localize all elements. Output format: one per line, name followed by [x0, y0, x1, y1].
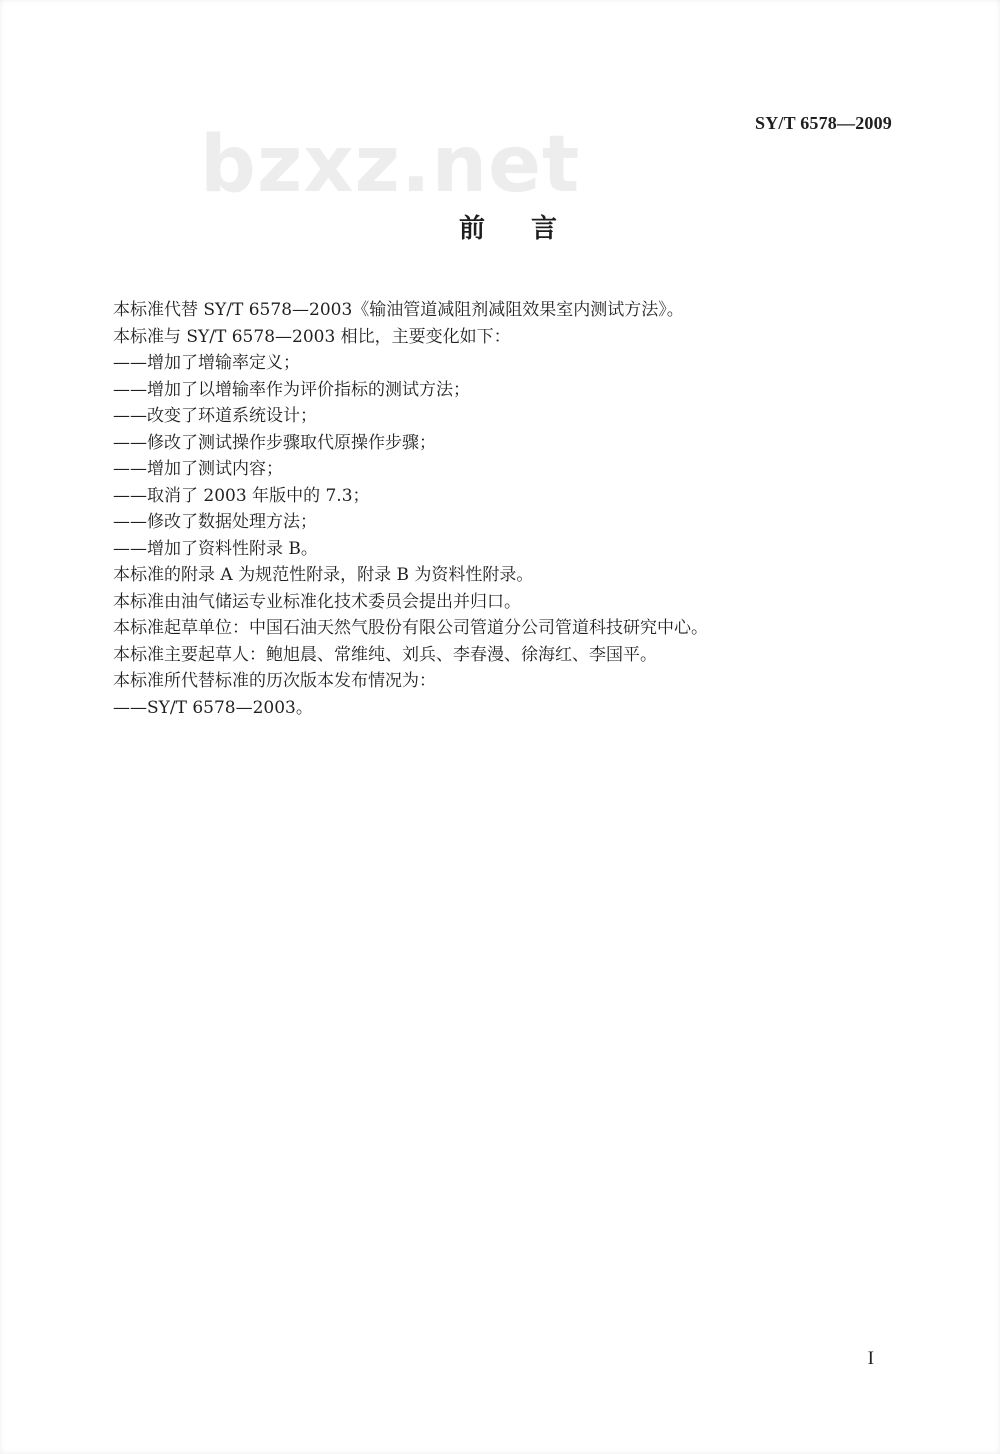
list-item: ——修改了数据处理方法； — [113, 512, 317, 532]
page-number: I — [867, 1348, 874, 1369]
list-item: ——修改了测试操作步骤取代原操作步骤； — [113, 432, 436, 453]
text-line: 本标准与 SY/T 6578—2003 相比，主要变化如下： — [113, 326, 511, 347]
list-item: ——增加了资料性附录 B。 — [113, 538, 318, 559]
list-item: ——取消了 2003 年版中的 7.3； — [113, 485, 370, 506]
list-item: ——改变了环道系统设计； — [113, 406, 317, 426]
text-line: 本标准起草单位：中国石油天然气股份有限公司管道分公司管道科技研究中心。 — [113, 618, 708, 638]
list-item: ——SY/T 6578—2003。 — [113, 697, 313, 718]
foreword-body — [113, 297, 913, 721]
list-item: ——增加了以增输率作为评价指标的测试方法； — [113, 379, 470, 400]
list-item: ——增加了测试内容； — [113, 459, 283, 479]
text-line: 本标准的附录 A 为规范性附录，附录 B 为资料性附录。 — [113, 565, 534, 585]
watermark: bzxz.net — [200, 120, 581, 210]
text-line: 本标准主要起草人：鲍旭晨、常维纯、刘兵、李春漫、徐海红、李国平。 — [113, 644, 657, 665]
list-item: ——增加了增输率定义； — [113, 353, 300, 373]
standard-code: SY/T 6578—2009 — [755, 113, 892, 133]
text-line: 本标准代替 SY/T 6578—2003《输油管道减阻剂减阻效果室内测试方法》。 — [113, 300, 684, 320]
text-line: 本标准所代替标准的历次版本发布情况为： — [113, 671, 436, 691]
page-title: 前言 — [458, 214, 603, 244]
text-line: 本标准由油气储运专业标准化技术委员会提出并归口。 — [113, 591, 521, 612]
